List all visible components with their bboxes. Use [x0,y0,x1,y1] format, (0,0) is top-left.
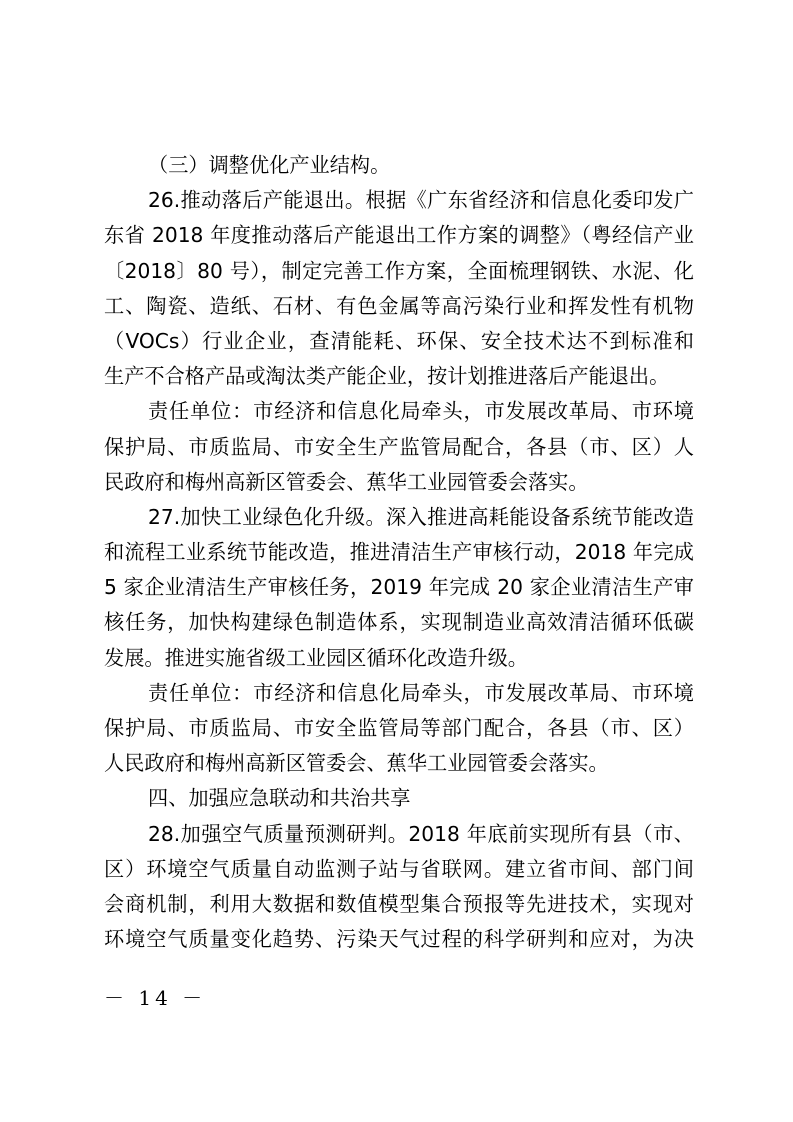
paragraph-26-line-1: 26.推动落后产能退出。根据《广东省经济和信息化委印发广 [148,188,694,213]
body-text [104,148,694,957]
paragraph-27-line-1: 27.加快工业绿色化升级。深入推进高耗能设备系统节能改造 [148,504,694,529]
section-heading-4: 四、加强应急联动和共治共享 [148,786,411,811]
paragraph-26-line-6: 生产不合格产品或淘汰类产能企业，按计划推进落后产能退出。 [104,364,670,389]
page-number: － 14 － [104,986,207,1010]
responsibility-26-line-1: 责任单位：市经济和信息化局牵头，市发展改革局、市环境 [148,399,694,424]
responsibility-27-line-2: 保护局、市质监局、市安全监管局等部门配合，各县（市、区） [104,716,694,740]
paragraph-27-line-4: 核任务，加快构建绿色制造体系，实现制造业高效清洁循环低碳 [104,610,694,635]
paragraph-27-line-5: 发展。推进实施省级工业园区循环化改造升级。 [104,645,528,670]
responsibility-27-line-3: 人民政府和梅州高新区管委会、蕉华工业园管委会落实。 [104,751,609,776]
responsibility-26-line-2: 保护局、市质监局、市安全生产监管局配合，各县（市、区）人 [104,434,694,459]
responsibility-27-line-1: 责任单位：市经济和信息化局牵头，市发展改革局、市环境 [148,680,694,705]
paragraph-26-line-2: 东省 2018 年度推动落后产能退出工作方案的调整》（粤经信产业 [104,223,694,248]
paragraph-28-line-3: 会商机制，利用大数据和数值模型集合预报等先进技术，实现对 [104,891,694,916]
paragraph-27-line-2: 和流程工业系统节能改造，推进清洁生产审核行动，2018 年完成 [104,540,694,565]
paragraph-28-line-1: 28.加强空气质量预测研判。2018 年底前实现所有县（市、 [148,821,694,846]
paragraph-28-line-4: 环境空气质量变化趋势、污染天气过程的科学研判和应对，为决 [104,927,694,952]
section-heading-3: （三）调整优化产业结构。 [148,153,391,177]
paragraph-28-line-2: 区）环境空气质量自动监测子站与省联网。建立省市间、部门间 [104,856,694,881]
paragraph-26-line-5: （VOCs）行业企业，查清能耗、环保、安全技术达不到标准和 [104,328,694,353]
responsibility-26-line-3: 民政府和梅州高新区管委会、蕉华工业园管委会落实。 [104,469,589,494]
paragraph-26-line-3: 〔2018〕80 号），制定完善工作方案，全面梳理钢铁、水泥、化 [104,258,694,283]
paragraph-26-line-4: 工、陶瓷、造纸、石材、有色金属等高污染行业和挥发性有机物 [104,293,694,318]
paragraph-27-line-3: 5 家企业清洁生产审核任务，2019 年完成 20 家企业清洁生产审 [104,575,694,600]
